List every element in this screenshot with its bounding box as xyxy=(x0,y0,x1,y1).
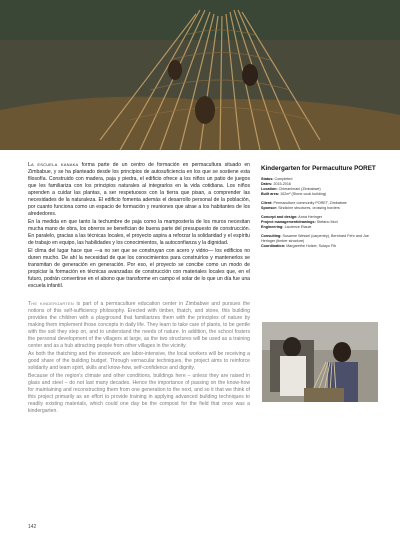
fact-label: Concept and design: xyxy=(261,215,298,219)
spanish-lead: La escuela kanaka xyxy=(28,162,79,168)
fact-value: Susanne Wessel (carpentry), Bernhard Fehr and Joe Heringer (timber structure) xyxy=(261,234,369,243)
fact-value: Laurence Etauie xyxy=(284,225,312,229)
fact-value: Margarethe Holzer, Sulayo Fib xyxy=(286,244,337,248)
fact-value: Completed xyxy=(274,177,293,181)
spanish-text xyxy=(28,162,250,290)
english-paragraph-1 xyxy=(28,301,250,350)
project-title: Kindergarten for Permaculture PORET xyxy=(261,165,376,172)
fact-label: Coordination: xyxy=(261,244,286,248)
bottom-photo-workshop-model xyxy=(262,322,378,402)
english-paragraph-2: As both the thatching and the stonework are labor-intensive, the local workers will be receiving a good share of the building budget. Through vernacular techniques, the project aims to reinforce solidarity and team spirit, skills and know-how, self-confidence and dignity. xyxy=(28,351,250,371)
spanish-paragraph-1 xyxy=(28,162,250,218)
fact-label: Status: xyxy=(261,177,274,181)
fact-label: Consulting: xyxy=(261,234,282,238)
english-paragraph-3: Because of the region's climate and other conditions, buildings here – unless they are raised in glass and steel – do not last many decades. Hence the importance of passing on the know-how for maintaining and reconstructing them from one generation to the next, and so it that we think of this project primarily as an effort to provide training in applying advanced building techniques to readily existing materials, which could one day be the compost for the field that once was a kindergarten. xyxy=(28,373,250,414)
english-lead: The kindergarten xyxy=(28,301,75,307)
page-number: 142 xyxy=(28,524,37,530)
fact-row xyxy=(261,234,379,244)
fact-label: Built area: xyxy=(261,192,280,196)
fact-label: Dates: xyxy=(261,182,273,186)
fact-label: Engineering: xyxy=(261,225,284,229)
fact-label: Project management/drawings: xyxy=(261,220,316,224)
fact-value: 2015-2016 xyxy=(273,182,291,186)
main-text-column xyxy=(28,162,250,416)
fact-label: Sponsor: xyxy=(261,206,278,210)
fact-label: Location: xyxy=(261,187,278,191)
spanish-paragraph-2: En la medida en que tanto la techumbre de paja como la mampostería de los muros necesitan mucha mano de obra, los obreros se benefician de buena parte del presupuesto de construcción. En paralelo, gracias a las técnicas locales, el proyecto aspira a reforzar la solidaridad y el espíritu de trabajo en equipo, las habilidades y los conocimientos, la autoconfianza y la dignidad. xyxy=(28,219,250,246)
english-text xyxy=(28,301,250,415)
spanish-paragraph-3: El clima del lugar hace que —a no ser que se construyan con acero y vidrio— los edificios no duren mucho. De ahí la necesidad de que los conocimientos para construirlos y mantenerlos se transmitan de generación en generación. Por eso, el proyecto se concibe como un modo de propiciar la formación en técnicas avanzadas de construcción con materiales locales que, en el futuro, podrán convertirse en el abono que transforme en campo el solar de lo que un día fue una escuela infantil. xyxy=(28,248,250,289)
fact-value: Permaculture community PORET, Zimbabwe xyxy=(273,201,347,205)
fact-value: 102m² (Stone cook building) xyxy=(280,192,327,196)
spanish-paragraph-1-body: forma parte de un centro de formación en permacultura situado en Zimbabue, y se ha planteado desde los principios de autosuficiencia en los que se sostiene esta filosofía. Construido con madera, paja y piedra, el edificio ofrece a los niños un patio de juegos que les familiariza con los principios naturales al integrarlos en la vida cotidiana. Los niños aprenden a cuidar las plantas, a ser respetuosos con la tierra que pisan, a comprender las necesidades de la naturaleza. El edificio fomenta además el desarrollo personal de la población, por cuanto funciona como un espacio de formación y reuniones que atrae a los habitantes de los alrededores. xyxy=(28,162,251,217)
fact-value: Stefano Mori xyxy=(316,220,338,224)
english-paragraph-1-body: is part of a permaculture education center in Zimbabwe and pursues the notions of this self-sufficiency philosophy. Erected with timber, thatch, and stone, this building provides the children with a playground that familiarizes them with the principles of nature by making them implement those concepts in daily life. They learn to take care of plants, to be gentle with the soil they step on, and to understand the needs of nature. In addition, the school fosters the personal development of the villagers at large, as the two structures will be used as a training center and as a hub attracting people from other villages in the vicinity. xyxy=(28,301,250,349)
fact-value: Sindicine structures, crossing borders xyxy=(278,206,340,210)
fact-label: Client: xyxy=(261,201,273,205)
top-photo-thatch-roof-construction xyxy=(0,0,400,150)
fact-row xyxy=(261,244,379,249)
fact-value: Anna Heringer xyxy=(298,215,323,219)
project-facts-sidebar xyxy=(261,165,379,249)
fact-value: Chimanimani (Zimbabwe) xyxy=(278,187,321,191)
